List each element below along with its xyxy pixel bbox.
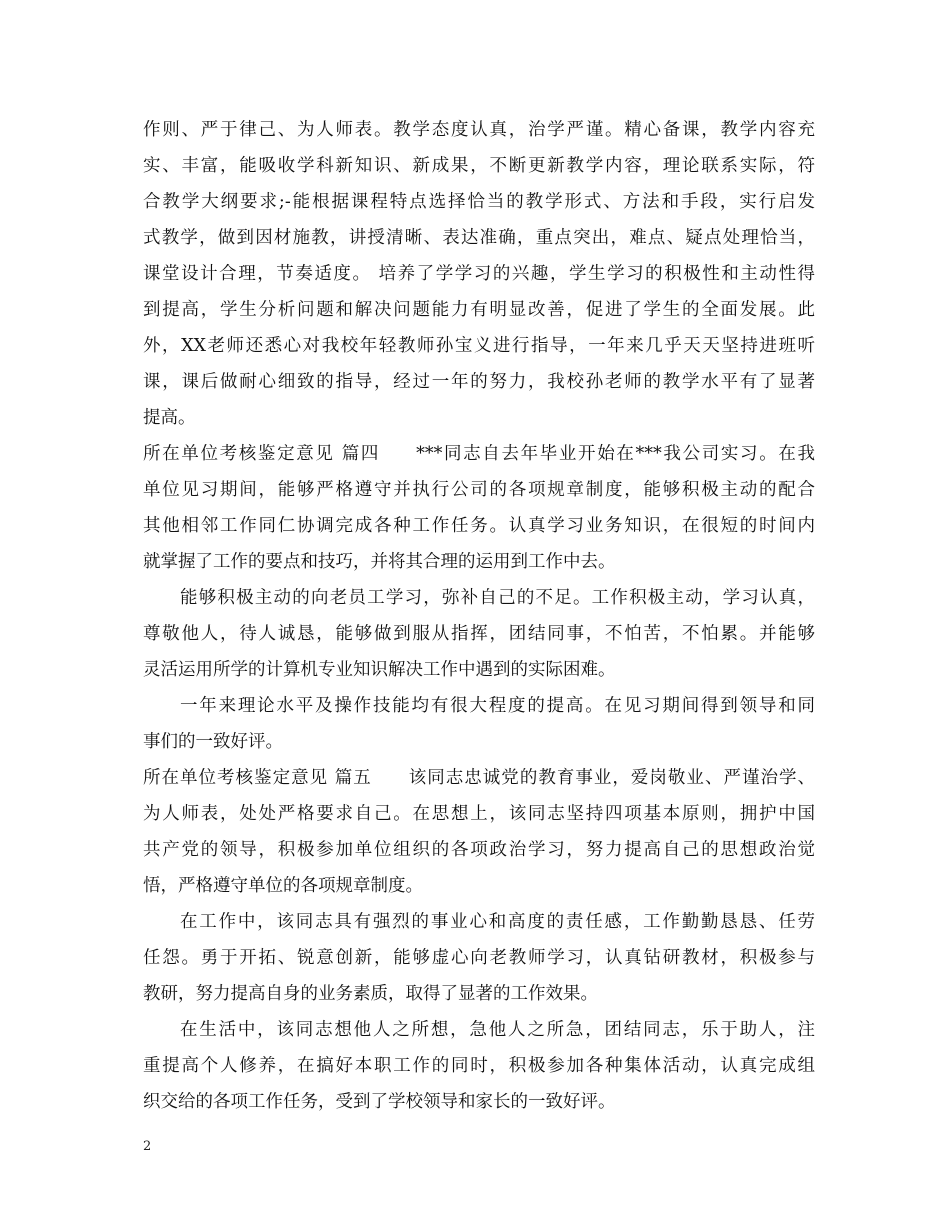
text-line: 实、丰富，能吸收学科新知识、新成果，不断更新教学内容，理论联系实际，符	[143, 156, 815, 176]
text-line: 任怨。勇于开拓、锐意创新，能够虚心向老教师学习，认真钻研教材，积极参与	[143, 948, 815, 968]
text-line: 课，课后做耐心细致的指导，经过一年的努力，我校孙老师的教学水平有了显著	[143, 372, 815, 392]
section-five-first-text: 该同志忠诚党的教育事业，爱岗敬业、严谨治学、	[407, 768, 816, 788]
text-line: 为人师表，处处严格要求自己。在思想上，该同志坚持四项基本原则，拥护中国	[143, 804, 815, 824]
text-line: 教研，努力提高自身的业务素质，取得了显著的工作效果。	[143, 984, 598, 1004]
section-four-heading: 所在单位考核鉴定意见 篇四	[143, 444, 381, 464]
text-line: 其他相邻工作同仁协调完成各种工作任务。认真学习业务知识，在很短的时间内	[143, 516, 815, 536]
paragraph-first-line: 在生活中，该同志想他人之所想，急他人之所急，团结同志，乐于助人，注	[180, 1020, 815, 1040]
paragraph-first-line: 一年来理论水平及操作技能均有很大程度的提高。在见习期间得到领导和同	[180, 696, 815, 716]
text-line: 事们的一致好评。	[143, 732, 283, 752]
text-line: 作则、严于律己、为人师表。教学态度认真，治学严谨。精心备课，教学内容充	[143, 120, 815, 140]
text-line: 外，XX老师还悉心对我校年轻教师孙宝义进行指导，一年来几乎天天坚持进班听	[143, 336, 815, 356]
text-line: 尊敬他人，待人诚恳，能够做到服从指挥，团结同事，不怕苦，不怕累。并能够	[143, 624, 815, 644]
text-line: 单位见习期间，能够严格遵守并执行公司的各项规章制度，能够积极主动的配合	[143, 480, 815, 500]
paragraph-first-line: 在工作中，该同志具有强烈的事业心和高度的责任感，工作勤勤恳恳、任劳	[180, 912, 815, 932]
section-five-first-line	[143, 760, 815, 796]
text-line: 式教学，做到因材施教，讲授清晰、表达准确，重点突出，难点、疑点处理恰当，	[143, 228, 815, 248]
text-line: 共产党的领导，积极参加单位组织的各项政治学习，努力提高自己的思想政治觉	[143, 840, 815, 860]
text-line: 织交给的各项工作任务，受到了学校领导和家长的一致好评。	[143, 1092, 616, 1112]
section-four-first-line	[143, 436, 815, 472]
section-four-first-text: ***同志自去年毕业开始在***我公司实习。在我	[416, 444, 816, 464]
paragraph-first-line: 能够积极主动的向老员工学习，弥补自己的不足。工作积极主动，学习认真，	[180, 588, 815, 608]
text-line: 重提高个人修养，在搞好本职工作的同时，积极参加各种集体活动，认真完成组	[143, 1056, 815, 1076]
text-line: 到提高，学生分析问题和解决问题能力有明显改善，促进了学生的全面发展。此	[143, 300, 815, 320]
text-line: 悟，严格遵守单位的各项规章制度。	[143, 876, 423, 896]
document-body	[143, 112, 815, 1120]
page-number: 2	[143, 1139, 152, 1154]
text-line: 就掌握了工作的要点和技巧，并将其合理的运用到工作中去。	[143, 552, 616, 572]
text-line: 合教学大纲要求;-能根据课程特点选择恰当的教学形式、方法和手段，实行启发	[143, 192, 815, 212]
text-line: 提高。	[143, 408, 196, 428]
text-line: 灵活运用所学的计算机专业知识解决工作中遇到的实际困难。	[143, 660, 616, 680]
text-line: 课堂设计合理，节奏适度。 培养了学学习的兴趣，学生学习的积极性和主动性得	[143, 264, 815, 284]
section-five-heading: 所在单位考核鉴定意见 篇五	[143, 768, 372, 788]
